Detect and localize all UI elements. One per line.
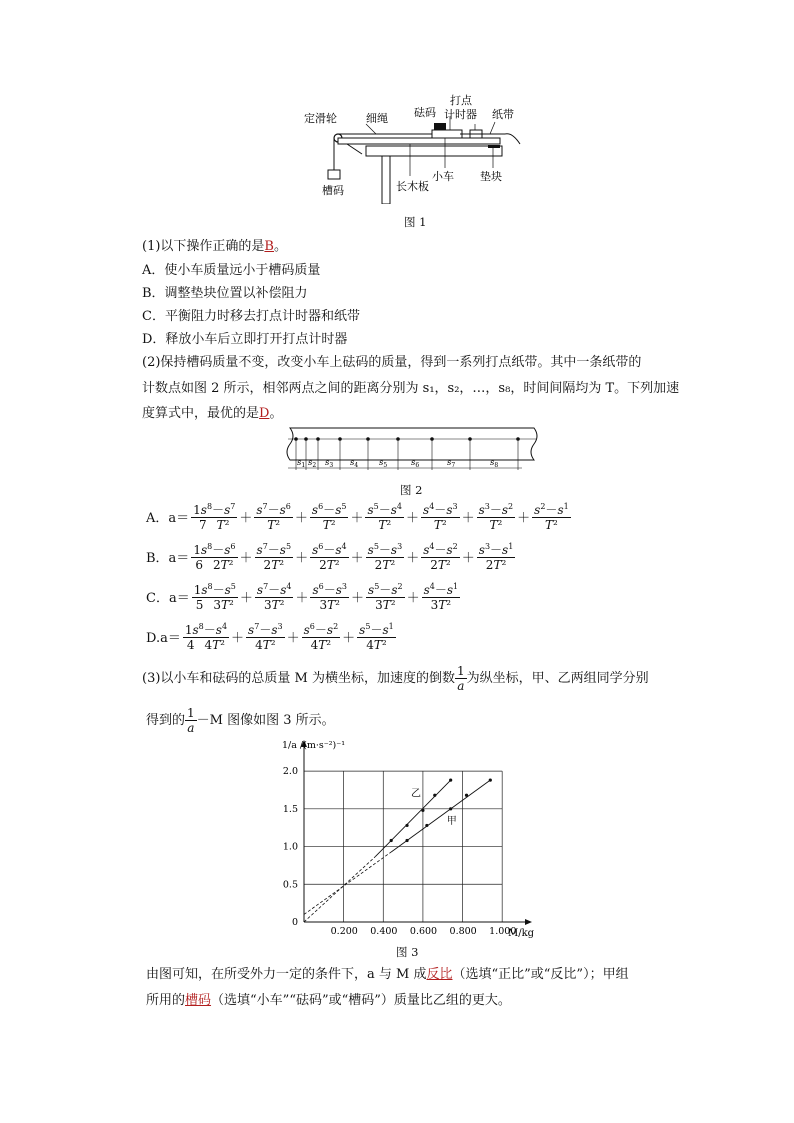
plus-sign: ＋ bbox=[231, 630, 245, 646]
q1-answer: B bbox=[264, 239, 274, 254]
chart-y-label: 1/a /(m·s⁻²)⁻¹ bbox=[282, 740, 346, 751]
q2-line-3-text: 度算式中，最优的是 bbox=[142, 406, 260, 421]
q2-line-1: (2)保持槽码质量不变，改变小车上砝码的质量，得到一系列打点纸带。其中一条纸带的 bbox=[142, 355, 642, 370]
q3-conclusion-line-1 bbox=[146, 966, 629, 984]
formula-term: $\frac{1s^8-s^7}{\text{7 T²}}$ bbox=[193, 502, 236, 532]
frac-num: 1 bbox=[457, 664, 465, 678]
figure-1-caption: 图 1 bbox=[404, 215, 427, 229]
y-tick-label: 1.5 bbox=[282, 803, 298, 815]
formula-term: $\frac{s^4-s^2}{\text{2T²}}$ bbox=[423, 542, 458, 572]
formula-term: $\frac{s^5-s^2}{\text{3T²}}$ bbox=[368, 582, 403, 612]
q2-option-a bbox=[146, 500, 571, 532]
figure-1-apparatus bbox=[300, 92, 540, 204]
plus-sign: ＋ bbox=[286, 630, 300, 646]
x-tick-label: 0.800 bbox=[449, 926, 477, 937]
x-tick-label: 0.600 bbox=[409, 926, 438, 937]
q1-stem-text: (1)以下操作正确的是 bbox=[142, 239, 265, 254]
y-tick-label: 0.5 bbox=[282, 879, 298, 891]
figure-3-caption: 图 3 bbox=[396, 945, 419, 959]
plus-sign: ＋ bbox=[239, 510, 253, 526]
x-tick-label: 0.400 bbox=[370, 926, 398, 937]
data-point bbox=[489, 779, 492, 782]
formula-term: $\frac{s^7-s^5}{\text{2T²}}$ bbox=[256, 542, 292, 572]
x-tick-label: 1.000 bbox=[489, 926, 517, 937]
formula-term: $\frac{s^6-s^2}{\text{4T²}}$ bbox=[303, 622, 339, 652]
series-label-0: 乙 bbox=[411, 788, 422, 800]
hook-weight-box bbox=[328, 170, 340, 179]
formula-term: $\frac{s^4-s^3}{\text{T²}}$ bbox=[423, 502, 458, 532]
formula-term: $\frac{s^6-s^5}{\text{T²}}$ bbox=[311, 502, 347, 532]
q1-option-a: A．使小车质量远小于槽码质量 bbox=[142, 263, 321, 278]
q2-option-c bbox=[146, 580, 460, 612]
q3-conclusion-1: 由图可知，在所受外力一定的条件下，a 与 M 成 bbox=[146, 967, 427, 982]
plus-sign: ＋ bbox=[294, 510, 308, 526]
formula-term: $\frac{s^7-s^4}{\text{3T²}}$ bbox=[256, 582, 292, 612]
formula-term: $\frac{1s^8-s^6}{\text{6 2T²}}$ bbox=[193, 542, 236, 572]
plus-sign: ＋ bbox=[351, 590, 365, 606]
q2-line-2: 计数点如图 2 所示，相邻两点之间的距离分别为 s₁，s₂，…，s₈，时间间隔均为 T。下列加速 bbox=[142, 381, 680, 396]
plus-sign: ＋ bbox=[406, 510, 420, 526]
q3-line-1 bbox=[142, 664, 649, 693]
q1-option-d: D．释放小车后立即打开打点计时器 bbox=[142, 332, 348, 347]
frac-num-2: 1 bbox=[187, 706, 195, 720]
formula-term: $\frac{s^6-s^4}{\text{2T²}}$ bbox=[312, 542, 347, 572]
label-tape: 纸带 bbox=[492, 108, 514, 121]
q3-answer-1: 反比 bbox=[426, 967, 453, 982]
series-label-1: 甲 bbox=[446, 815, 457, 827]
series-extrapolation-1 bbox=[304, 852, 391, 914]
plus-sign: ＋ bbox=[461, 510, 475, 526]
plus-sign: ＋ bbox=[517, 510, 531, 526]
block bbox=[488, 145, 500, 148]
plus-sign: ＋ bbox=[239, 550, 253, 566]
frac-den: a bbox=[457, 679, 465, 693]
data-point bbox=[433, 794, 436, 797]
label-block: 垫块 bbox=[480, 170, 502, 183]
formula-term: $\frac{s^3-s^1}{\text{2T²}}$ bbox=[478, 542, 514, 572]
data-point bbox=[449, 807, 452, 810]
tape-label-s2: $s_2$ bbox=[308, 458, 317, 469]
x-tick-label: 0.200 bbox=[330, 926, 358, 937]
label-hook-weight: 槽码 bbox=[322, 184, 344, 197]
tape-label-s8: $s_8$ bbox=[490, 458, 499, 469]
formula-term: $\frac{s^5-s^1}{\text{4T²}}$ bbox=[359, 622, 394, 652]
q3-conclusion-2: （选填“正比”或“反比”）；甲组 bbox=[452, 967, 629, 982]
label-string: 细绳 bbox=[366, 112, 388, 125]
label-pulley: 定滑轮 bbox=[304, 112, 337, 125]
label-cart: 小车 bbox=[432, 170, 454, 183]
q3-conclusion-3: 所用的 bbox=[146, 993, 186, 1008]
table bbox=[366, 146, 502, 156]
label-timer-1: 打点 bbox=[450, 94, 472, 107]
formula-term: $\frac{s^7-s^6}{\text{T²}}$ bbox=[256, 502, 291, 532]
q3-line-1-pre: (3)以小车和砝码的总质量 M 为横坐标，加速度的倒数 bbox=[142, 670, 455, 686]
q3-fraction-1 bbox=[455, 664, 467, 693]
chart-x-label: M/kg bbox=[508, 928, 535, 939]
formula-term: $\frac{s^2-s^1}{\text{T²}}$ bbox=[534, 502, 569, 532]
frac-den-2: a bbox=[187, 721, 195, 735]
formula-term: $\frac{s^3-s^2}{\text{T²}}$ bbox=[478, 502, 514, 532]
plus-sign: ＋ bbox=[239, 590, 253, 606]
y-tick-label: 0 bbox=[291, 917, 298, 928]
q3-answer-2: 槽码 bbox=[185, 993, 212, 1008]
formula-term: $\frac{s^6-s^3}{\text{3T²}}$ bbox=[312, 582, 348, 612]
q2-line-3 bbox=[142, 405, 282, 423]
y-tick-label: 2.0 bbox=[282, 766, 298, 778]
option-label: B．a＝ bbox=[146, 550, 190, 566]
option-label: D.a＝ bbox=[146, 630, 181, 646]
tape-label-s7: $s_7$ bbox=[447, 458, 456, 469]
formula-term: $\frac{s^7-s^3}{\text{4T²}}$ bbox=[248, 622, 283, 652]
plus-sign: ＋ bbox=[406, 590, 420, 606]
tape-label-s5: $s_5$ bbox=[379, 458, 388, 469]
series-extrapolation-0 bbox=[304, 857, 375, 922]
plus-sign: ＋ bbox=[342, 630, 356, 646]
data-point bbox=[390, 839, 393, 842]
tape-label-s3: $s_3$ bbox=[325, 458, 334, 469]
q2-option-d bbox=[146, 620, 396, 652]
data-point bbox=[425, 824, 428, 827]
plus-sign: ＋ bbox=[295, 550, 309, 566]
q3-line-2-pre: 得到的 bbox=[146, 712, 186, 728]
figure-3-chart bbox=[270, 736, 550, 940]
figure-2-tape bbox=[282, 424, 542, 472]
data-point bbox=[465, 794, 468, 797]
label-weight: 砝码 bbox=[414, 106, 436, 119]
q1-option-c: C．平衡阻力时移去打点计时器和纸带 bbox=[142, 309, 360, 324]
label-board: 长木板 bbox=[396, 180, 429, 193]
q3-line-1-post: 为纵坐标，甲、乙两组同学分别 bbox=[466, 670, 649, 686]
q3-fraction-2 bbox=[185, 706, 197, 735]
formula-term: $\frac{s^5-s^4}{\text{T²}}$ bbox=[367, 502, 403, 532]
x-axis-arrow bbox=[525, 919, 532, 925]
plus-sign: ＋ bbox=[461, 550, 475, 566]
q1-stem-end: 。 bbox=[273, 239, 287, 254]
figure-2-caption: 图 2 bbox=[400, 483, 423, 497]
q2-answer: D bbox=[259, 406, 270, 421]
tape-label-s1: $s_1$ bbox=[297, 458, 306, 469]
q1-stem bbox=[142, 238, 287, 256]
y-tick-label: 1.0 bbox=[282, 841, 298, 853]
label-timer-2: 计时器 bbox=[444, 108, 477, 121]
q2-option-b bbox=[146, 540, 515, 572]
plus-sign: ＋ bbox=[350, 550, 364, 566]
q3-conclusion-line-2 bbox=[146, 992, 511, 1010]
formula-term: $\frac{1s^8-s^4}{\text{4 4T²}}$ bbox=[184, 622, 228, 652]
cart bbox=[432, 130, 462, 138]
q1-option-b: B．调整垫块位置以补偿阻力 bbox=[142, 286, 308, 301]
data-point bbox=[449, 779, 452, 782]
formula-term: $\frac{1s^8-s^5}{\text{5 3T²}}$ bbox=[193, 582, 236, 612]
tape-label-s4: $s_4$ bbox=[350, 458, 359, 469]
plus-sign: ＋ bbox=[295, 590, 309, 606]
option-label: A．a＝ bbox=[146, 510, 190, 526]
cart-weight bbox=[434, 123, 446, 130]
data-point bbox=[405, 824, 408, 827]
formula-term: $\frac{s^4-s^1}{\text{3T²}}$ bbox=[423, 582, 459, 612]
data-point bbox=[405, 839, 408, 842]
formula-term: $\frac{s^5-s^3}{\text{2T²}}$ bbox=[367, 542, 403, 572]
q3-line-2 bbox=[146, 706, 335, 735]
option-label: C．a＝ bbox=[146, 590, 190, 606]
plus-sign: ＋ bbox=[350, 510, 364, 526]
q2-line-3-end: 。 bbox=[269, 406, 283, 421]
data-point bbox=[421, 809, 424, 812]
q3-line-2-post: －M 图像如图 3 所示。 bbox=[196, 712, 335, 728]
q3-conclusion-4: （选填“小车”“砝码”或“槽码”）质量比乙组的更大。 bbox=[211, 993, 511, 1008]
plus-sign: ＋ bbox=[406, 550, 420, 566]
tape-label-s6: $s_6$ bbox=[411, 458, 420, 469]
